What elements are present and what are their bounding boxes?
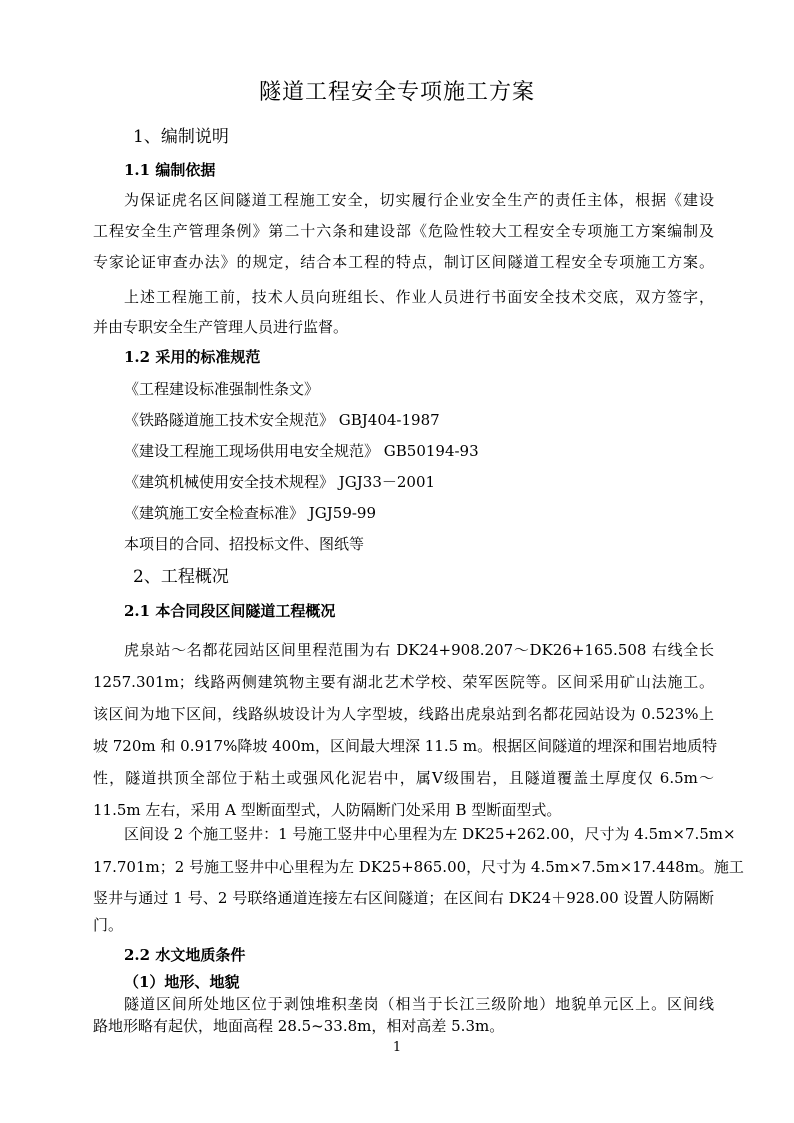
page-number: 1 <box>392 1040 402 1055</box>
standard-item: 《建设工程施工现场供用电安全规范》 GB50194-93 <box>124 442 479 460</box>
subsection-subheading: （1）地形、地貌 <box>124 973 240 991</box>
paragraph-line: 路地形略有起伏，地面高程 28.5~33.8m，相对高差 5.3m。 <box>93 1017 505 1035</box>
paragraph-line: 性，隧道拱顶全部位于粘土或强风化泥岩中，属Ⅴ级围岩，且隧道覆盖土厚度仅 6.5m～ <box>93 769 714 787</box>
standard-item: 《建筑施工安全检查标准》 JGJ59-99 <box>124 504 377 522</box>
paragraph-line: 隧道区间所处地区位于剥蚀堆积垄岗（相当于长江三级阶地）地貌单元区上。区间线 <box>124 995 714 1013</box>
subsection-heading-2-1: 2.1 本合同段区间隧道工程概况 <box>124 602 336 620</box>
paragraph-line: 1257.301m；线路两侧建筑物主要有湖北艺术学校、荣军医院等。区间采用矿山法施工。 <box>93 673 714 691</box>
document-title: 隧道工程安全专项施工方案 <box>258 80 535 105</box>
paragraph-line: 为保证虎名区间隧道工程施工安全，切实履行企业安全生产的责任主体，根据《建设 <box>124 191 714 209</box>
paragraph-line: 11.5m 左右，采用 A 型断面型式，人防隔断门处采用 B 型断面型式。 <box>93 801 562 819</box>
standard-item: 《工程建设标准强制性条文》 <box>124 380 320 398</box>
paragraph-line: 该区间为地下区间，线路纵坡设计为人字型坡，线路出虎泉站到名都花园站设为 0.523%上 <box>93 705 714 723</box>
paragraph-line: 虎泉站～名都花园站区间里程范围为右 DK24+908.207～DK26+165.508 右线全长 <box>124 641 714 659</box>
subsection-heading-2-2: 2.2 水文地质条件 <box>124 946 246 964</box>
section-heading-1: 1、编制说明 <box>133 127 229 147</box>
paragraph-line: 上述工程施工前，技术人员向班组长、作业人员进行书面安全技术交底，双方签字， <box>124 288 714 306</box>
paragraph-line: 区间设 2 个施工竖井：1 号施工竖井中心里程为左 DK25+262.00，尺寸为 4.5m×7.5m× <box>124 825 736 843</box>
section-heading-2: 2、工程概况 <box>133 567 229 587</box>
paragraph-line: 专家论证审查办法》的规定，结合本工程的特点，制订区间隧道工程安全专项施工方案。 <box>93 253 714 271</box>
paragraph-line: 17.701m；2 号施工竖井中心里程为左 DK25+865.00，尺寸为 4.5m×7.5m×17.448m。施工 <box>93 858 744 876</box>
paragraph-line: 门。 <box>93 916 124 934</box>
standard-item: 《建筑机械使用安全技术规程》 JGJ33－2001 <box>124 473 436 491</box>
standard-item: 《铁路隧道施工技术安全规范》 GBJ404-1987 <box>124 411 440 429</box>
subsection-heading-1-2: 1.2 采用的标准规范 <box>124 348 261 366</box>
subsection-heading-1-1: 1.1 编制依据 <box>124 161 216 179</box>
paragraph-line: 并由专职安全生产管理人员进行监督。 <box>93 318 349 336</box>
paragraph-line: 工程安全生产管理条例》第二十六条和建设部《危险性较大工程安全专项施工方案编制及 <box>93 222 714 240</box>
paragraph-line: 竖井与通过 1 号、2 号联络通道连接左右区间隧道；在区间右 DK24＋928.00 设置人防隔断 <box>93 889 714 907</box>
standard-item: 本项目的合同、招投标文件、图纸等 <box>124 535 365 553</box>
paragraph-line: 坡 720m 和 0.917%降坡 400m，区间最大埋深 11.5 m。根据区间隧道的埋深和围岩地质特 <box>93 737 718 755</box>
